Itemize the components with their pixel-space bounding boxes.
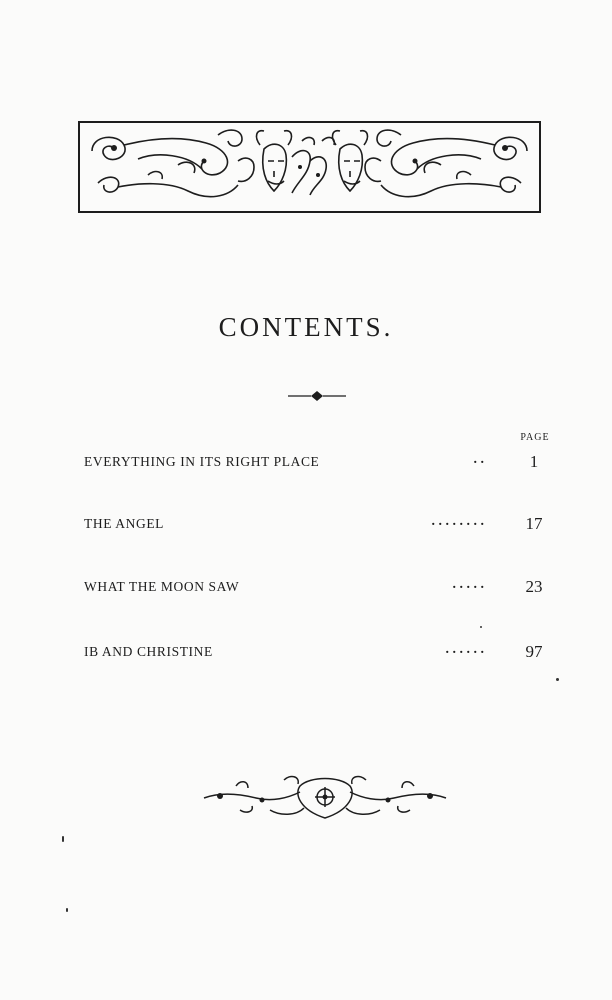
paper-speck: [556, 678, 559, 681]
toc-entry-title: IB AND CHRISTINE: [84, 644, 213, 659]
paper-speck: [66, 908, 68, 912]
contents-heading: CONTENTS.: [218, 312, 394, 342]
toc-entry[interactable]: [84, 571, 554, 601]
tailpiece-ornament-icon: [200, 770, 450, 826]
toc-page-number: 1: [529, 452, 539, 471]
toc-dot-leader: . . . . .: [452, 577, 484, 592]
headpiece-ornament-icon: [78, 121, 541, 213]
toc-entry[interactable]: [84, 508, 554, 538]
page-column-label: PAGE: [520, 432, 550, 443]
toc-page-number: 23: [525, 577, 543, 596]
toc-dot-leader: . . . . . . . .: [431, 514, 484, 529]
toc-entry-title: EVERYTHING IN ITS RIGHT PLACE: [84, 454, 320, 469]
toc-entry[interactable]: [84, 446, 554, 476]
toc-page-number: 97: [525, 642, 543, 661]
toc-dot-leader: . . . . . .: [445, 642, 484, 657]
toc-page-number: 17: [525, 514, 543, 533]
paper-speck: [62, 836, 64, 842]
toc-dot-leader: . .: [473, 452, 484, 467]
toc-entry[interactable]: [84, 636, 554, 666]
toc-entry-title: THE ANGEL: [84, 516, 165, 531]
diamond-rule-icon: [288, 389, 346, 403]
toc-entry-title: WHAT THE MOON SAW: [84, 579, 240, 594]
paper-speck: [480, 626, 482, 628]
